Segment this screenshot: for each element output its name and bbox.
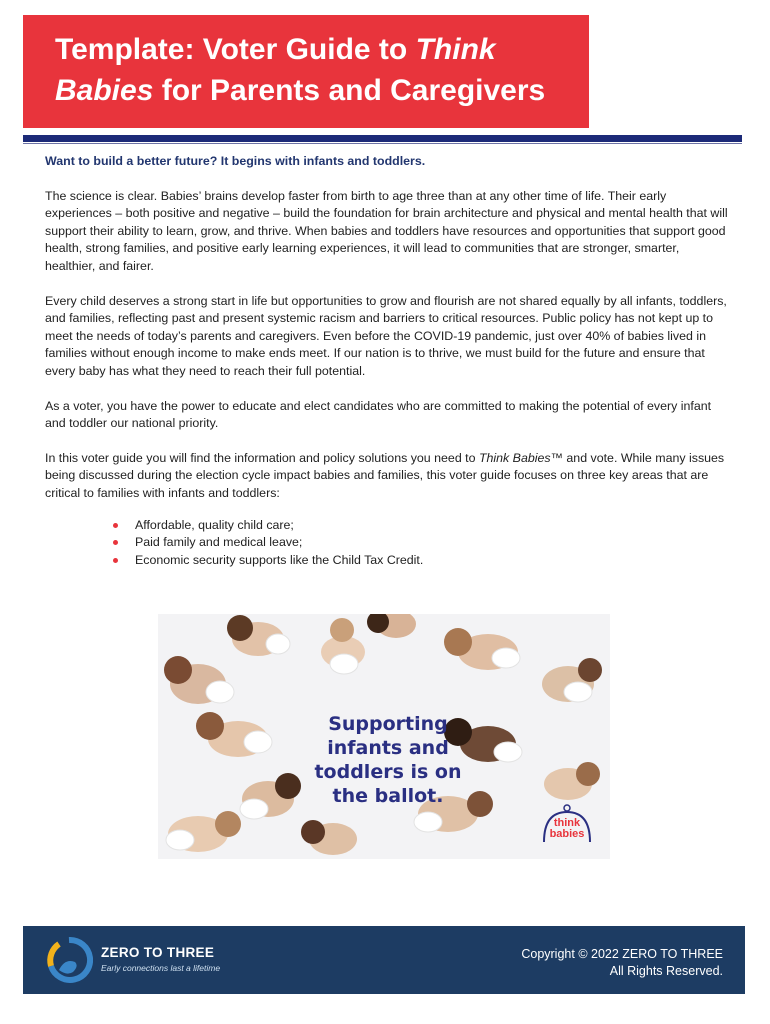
- lead-text: Want to build a better future? It begins with infants and toddlers.: [45, 154, 426, 168]
- hero-image: [158, 614, 610, 859]
- header-rule: [23, 135, 742, 142]
- hero-headline: [308, 712, 468, 808]
- paragraph-equity: Every child deserves a strong start in life but opportunities to grow and flourish are not shared equally by all infants, toddlers, and families, reflecting past and present systemic racism and barriers to critical resources. Public policy has not kept up to meet the needs of today’s parents and caregivers. Even before the COVID-19 pandemic, just over 40% of babies lived in families without enough income to make ends meet. If our nation is to thrive, we must build for the future and ensure that every baby has what they need to reach their full potential.: [45, 293, 727, 378]
- org-name: ZERO TO THREE: [101, 945, 215, 960]
- bullet-dot: [113, 540, 118, 545]
- guide-italic: Think Babies: [478, 450, 551, 465]
- list-item-text: Paid family and medical leave;: [135, 535, 303, 550]
- list-item: [113, 552, 730, 570]
- list-item-text: Economic security supports like the Child Tax Credit.: [135, 552, 424, 567]
- org-tagline: Early connections last a lifetime: [101, 963, 221, 973]
- title-suffix: for Parents and Caregivers: [153, 74, 546, 107]
- body-content: [45, 153, 730, 569]
- header-rule-thin: [23, 143, 742, 144]
- logo-line: think: [553, 817, 581, 829]
- list-item: [113, 517, 730, 535]
- key-areas-list: [45, 517, 730, 570]
- title-prefix: Template: Voter Guide to: [55, 33, 416, 66]
- rights-line: All Rights Reserved.: [609, 964, 723, 978]
- hero-line: infants and: [327, 737, 449, 759]
- paragraph-guide: [45, 450, 730, 503]
- paragraph-voter: As a voter, you have the power to educate and elect candidates who are committed to making the potential of every infant and toddler our national priority.: [45, 398, 712, 431]
- page-title: [55, 29, 589, 111]
- hero-line: Supporting: [328, 713, 448, 735]
- title-italic-babies: Babies: [55, 74, 154, 107]
- logo-line: babies: [549, 828, 585, 840]
- think-babies-logo-text: [536, 818, 598, 840]
- guide-prefix: In this voter guide you will find the information and policy solutions you need to: [45, 450, 479, 465]
- paragraph-science: The science is clear. Babies’ brains develop faster from birth to age three than at any other time of life. Their early experiences – both positive and negative – build the foundation for brain architecture and physical and mental health that will support their ability to learn, grow, and thrive. When babies and toddlers have resources and opportunities that support good health, strong families, and positive early learning experiences, it will lead to communities that are stronger, smarter, healthier, and fairer.: [45, 188, 728, 273]
- title-italic-think: Think: [415, 33, 496, 66]
- title-banner: [23, 15, 589, 128]
- think-babies-logo: [536, 802, 598, 850]
- zero-to-three-logo-icon: [45, 936, 93, 984]
- bullet-dot: [113, 523, 118, 528]
- guide-suffix: ™ and vote. While many issues being discussed during the election cycle impact babies and families, this voter guide focuses on three key areas that are critical to families with infants and toddlers:: [45, 450, 725, 500]
- footer: [23, 926, 745, 994]
- bullet-dot: [113, 558, 118, 563]
- hero-line: the ballot.: [332, 785, 444, 807]
- list-item-text: Affordable, quality child care;: [135, 517, 294, 532]
- copyright: [521, 946, 723, 980]
- hero-line: toddlers is on: [314, 761, 462, 783]
- copyright-line: Copyright © 2022 ZERO TO THREE: [521, 947, 723, 961]
- list-item: [113, 534, 730, 552]
